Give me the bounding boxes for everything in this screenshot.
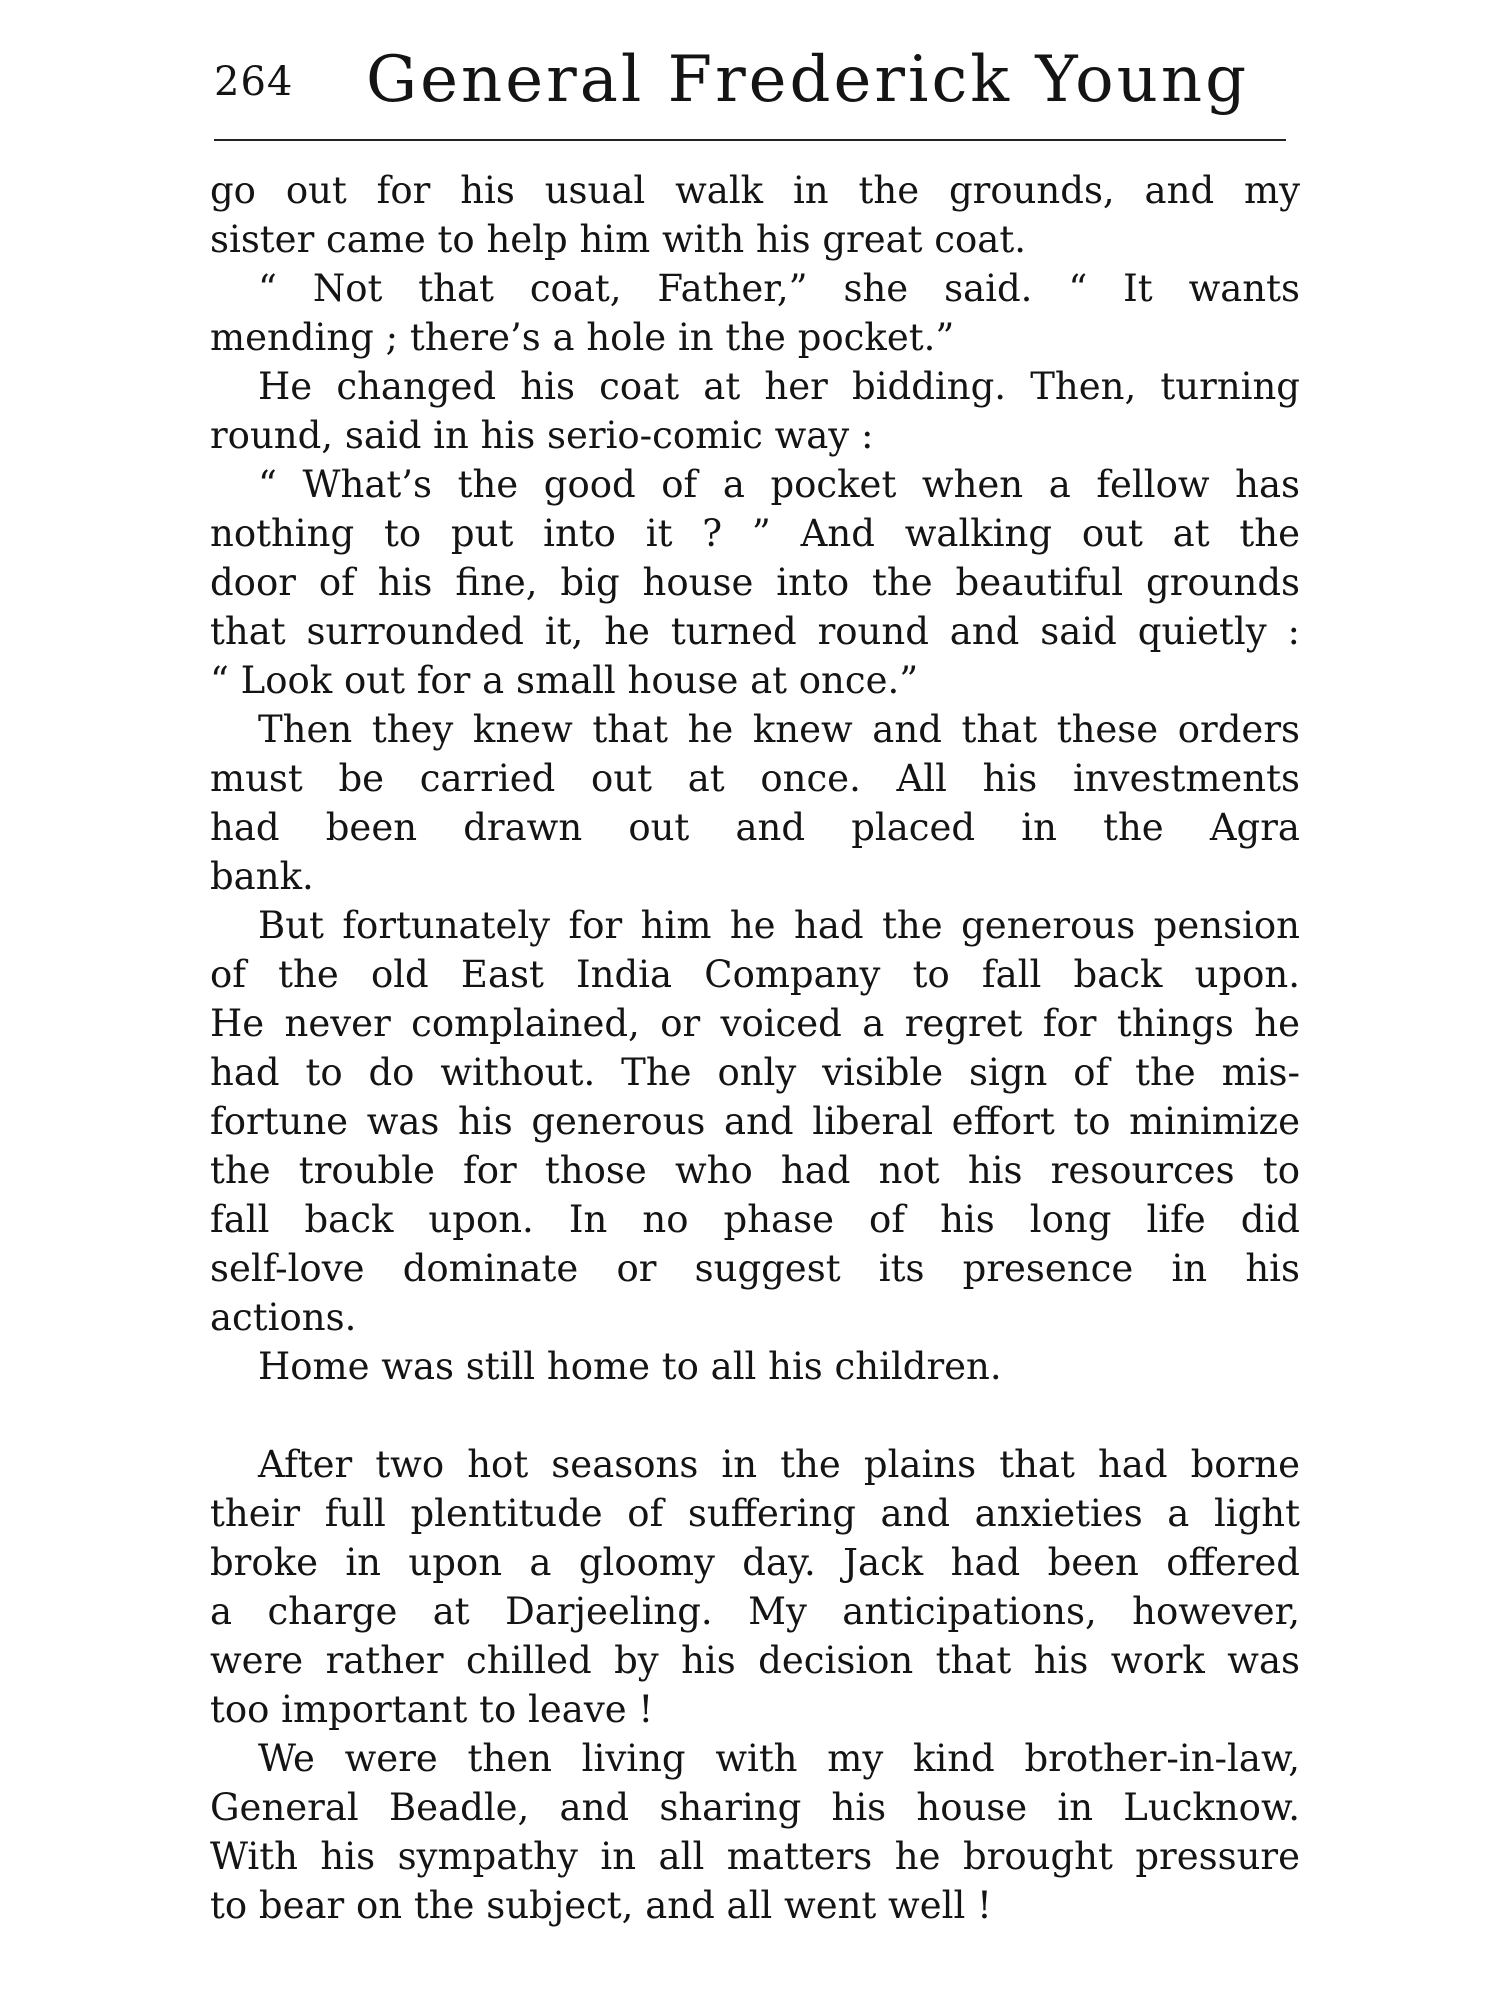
text-line: Home was still home to all his children. <box>258 1345 1002 1388</box>
text-line: After two hot seasons in the plains that had borne <box>258 1443 1300 1486</box>
text-line: their full plentitude of suffering and anxieties a light <box>210 1492 1300 1535</box>
body-text <box>210 166 1300 1930</box>
text-line: “ Look out for a small house at once.” <box>210 659 919 702</box>
text-line: He never complained, or voiced a regret for things he <box>210 1002 1300 1045</box>
text-line: fortune was his generous and liberal effort to minimize <box>210 1100 1300 1143</box>
text-line: must be carried out at once. All his investments <box>210 757 1300 800</box>
text-line: nothing to put into it ? ” And walking out at the <box>210 512 1300 555</box>
text-line: were rather chilled by his decision that his work was <box>210 1639 1300 1682</box>
text-line: a charge at Darjeeling. My anticipations, however, <box>210 1590 1300 1633</box>
text-line: actions. <box>210 1296 357 1339</box>
text-line: door of his fine, big house into the beautiful grounds <box>210 561 1300 604</box>
text-line: go out for his usual walk in the grounds, and my <box>210 169 1300 212</box>
text-line: Then they knew that he knew and that these orders <box>258 708 1300 751</box>
text-line: With his sympathy in all matters he brought pressure <box>210 1835 1300 1878</box>
text-line: sister came to help him with his great coat. <box>210 218 1026 261</box>
text-line: had to do without. The only visible sign of the mis- <box>210 1051 1300 1094</box>
text-line: that surrounded it, he turned round and said quietly : <box>210 610 1300 653</box>
header-rule <box>214 139 1286 141</box>
text-line: round, said in his serio-comic way : <box>210 414 874 457</box>
text-line: bank. <box>210 855 314 898</box>
text-line: “ What’s the good of a pocket when a fellow has <box>258 463 1300 506</box>
text-line: of the old East India Company to fall back upon. <box>210 953 1300 996</box>
text-line: had been drawn out and placed in the Agra <box>210 806 1300 849</box>
text-line: the trouble for those who had not his resources to <box>210 1149 1300 1192</box>
text-line: “ Not that coat, Father,” she said. “ It wants <box>258 267 1300 310</box>
text-line: We were then living with my kind brother-in-law, <box>258 1737 1300 1780</box>
text-line: broke in upon a gloomy day. Jack had been offered <box>210 1541 1300 1584</box>
section-break <box>210 1391 1300 1440</box>
text-line: too important to leave ! <box>210 1688 654 1731</box>
text-line: fall back upon. In no phase of his long life did <box>210 1198 1300 1241</box>
page-number: 264 <box>214 59 294 105</box>
page-header <box>214 43 1284 118</box>
text-line: self-love dominate or suggest its presence in his <box>210 1247 1300 1290</box>
text-line: He changed his coat at her bidding. Then, turning <box>258 365 1300 408</box>
text-line: to bear on the subject, and all went well ! <box>210 1884 992 1927</box>
running-title: General Frederick Young <box>366 43 1250 117</box>
text-line: General Beadle, and sharing his house in Lucknow. <box>210 1786 1300 1829</box>
text-line: But fortunately for him he had the generous pension <box>258 904 1300 947</box>
text-line: mending ; there’s a hole in the pocket.” <box>210 316 955 359</box>
